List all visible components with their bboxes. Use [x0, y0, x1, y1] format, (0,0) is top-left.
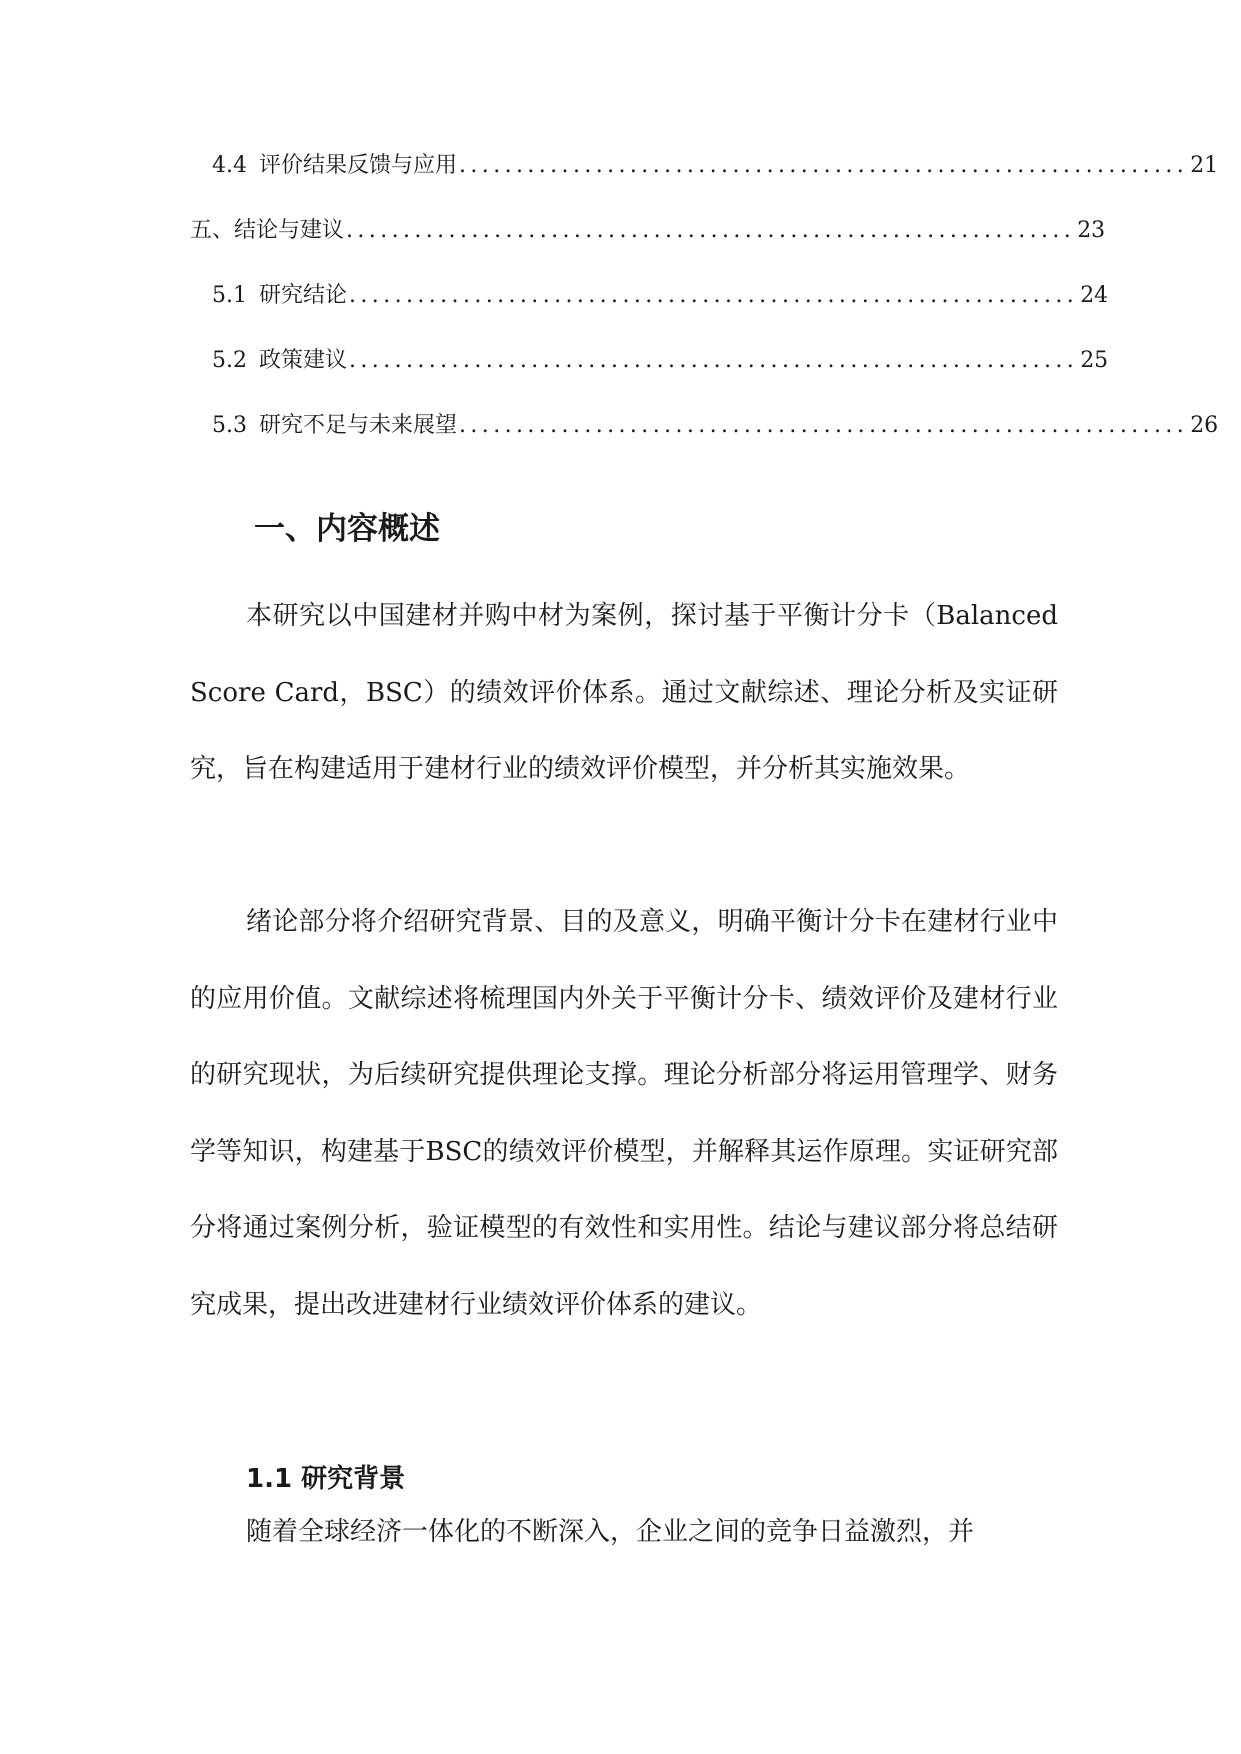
toc-entry-title: 研究结论	[259, 283, 348, 308]
toc-entry-5-3[interactable]	[212, 408, 1219, 444]
toc-leader-dots: ................................................................	[459, 153, 1189, 178]
toc-entry-title: 研究不足与未来展望	[259, 413, 458, 438]
toc-entry-page: 26	[1190, 413, 1219, 438]
toc-leader-dots: ................................................................	[349, 283, 1079, 308]
paragraph-background: 随着全球经济一体化的不断深入，企业之间的竞争日益激烈，并	[246, 1517, 975, 1547]
toc-entry-5-2[interactable]	[212, 343, 1109, 379]
toc-entry-title: 评价结果反馈与应用	[259, 153, 458, 178]
paragraph-overview-structure: 绪论部分将介绍研究背景、目的及意义，明确平衡计分卡在建材行业中的应用价值。文献综述将梳理国内外关于平衡计分卡、绩效评价及建材行业的研究现状，为后续研究提供理论支撑。理论分析部分将运用管理学、财务学等知识，构建基于BSC的绩效评价模型，并解释其运作原理。实证研究部分将通过案例分析，验证模型的有效性和实用性。结论与建议部分将总结研究成果，提出改进建材行业绩效评价体系的建议。	[190, 907, 1058, 1320]
toc-leader-dots: ................................................................	[346, 218, 1076, 243]
subsection-heading-background: 1.1 研究背景	[246, 1464, 406, 1494]
toc-entry-page: 23	[1077, 218, 1106, 243]
toc-entry-number: 5.1	[212, 283, 247, 308]
toc-entry-5-1[interactable]	[212, 278, 1109, 314]
toc-entry-number: 5.3	[212, 413, 247, 438]
toc-entry-number: 4.4	[212, 153, 247, 178]
toc-entry-page: 24	[1080, 283, 1109, 308]
toc-leader-dots: ................................................................	[349, 348, 1079, 373]
toc-entry-4-4[interactable]	[212, 148, 1219, 184]
toc-entry-title: 政策建议	[259, 348, 348, 373]
toc-leader-dots: ................................................................	[459, 413, 1189, 438]
toc-entry-number: 5.2	[212, 348, 247, 373]
section-heading-overview: 一、内容概述	[254, 511, 440, 547]
toc-entry-title: 五、结论与建议	[190, 218, 345, 243]
toc-entry-page: 21	[1190, 153, 1219, 178]
toc-entry-page: 25	[1080, 348, 1109, 373]
toc-entry-chapter-5[interactable]	[190, 213, 1106, 249]
paragraph-overview-intro: 本研究以中国建材并购中材为案例，探讨基于平衡计分卡（Balanced Score Card，BSC）的绩效评价体系。通过文献综述、理论分析及实证研究，旨在构建适用于建材行业的绩效评价模型，并分析其实施效果。	[190, 601, 1058, 784]
